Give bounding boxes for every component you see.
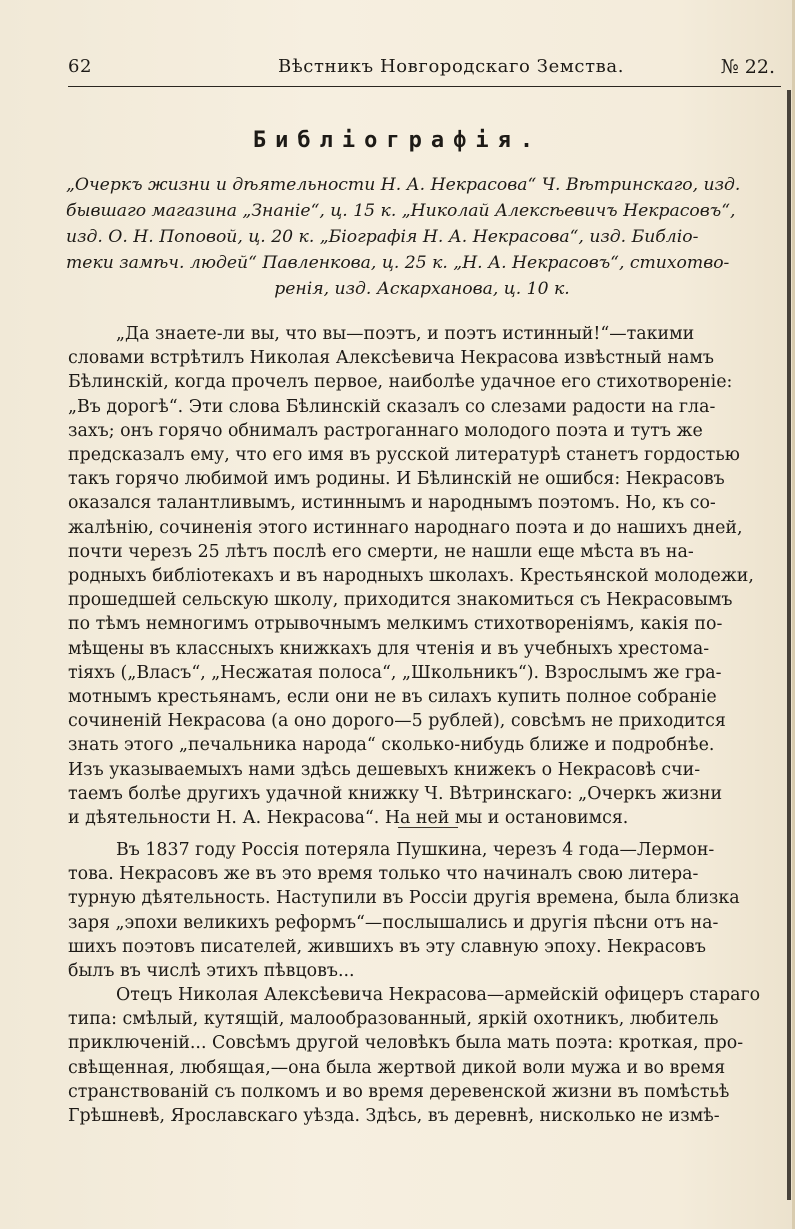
text-line: почти черезъ 25 лѣтъ послѣ его смерти, не нашли еще мѣста въ на- [68, 541, 694, 562]
header-rule [68, 86, 781, 87]
text-line: „Да знаете-ли вы, что вы—поэтъ, и поэтъ истинный!“—такими [116, 324, 695, 344]
issue-number: № 22. [720, 56, 775, 78]
text-line: странствованiй съ полкомъ и во время деревенской жизни въ помѣстьѣ [68, 1081, 730, 1102]
paragraph-1837 [68, 838, 780, 983]
running-header [68, 56, 775, 90]
text-line: турную дѣятельность. Наступили въ Россiи другiя времена, была близка [68, 888, 740, 909]
text-line: тiяхъ („Власъ“, „Несжатая полоса“, „Школьникъ“). Взрослымъ же гра- [68, 662, 722, 683]
text-line: Бѣлинскiй, когда прочелъ первое, наиболѣе удачное его стихотворенiе: [68, 372, 733, 393]
paragraph-belinsky [68, 322, 780, 830]
bibliography-line: бывшаго магазина „Знанiе“, ц. 15 к. „Николай Алексѣевичъ Некрасовъ“, [66, 201, 736, 221]
text-line: оказался талантливымъ, истиннымъ и народнымъ поэтомъ. Но, къ со- [68, 493, 716, 514]
text-line: типа: смѣлый, кутящiй, малообразованный, яркiй охотникъ, любитель [68, 1009, 719, 1030]
text-line: былъ въ числѣ этихъ пѣвцовъ... [68, 961, 355, 982]
text-line: това. Некрасовъ же въ это время только что начиналъ свою литера- [68, 864, 699, 885]
text-line: захъ; онъ горячо обнималъ растроганнаго молодого поэта и тутъ же [68, 420, 703, 441]
bibliography-entry [66, 172, 778, 302]
bibliography-line: „Очеркъ жизни и дѣятельности Н. А. Некрасова“ Ч. Вѣтринскаго, изд. [66, 175, 741, 195]
text-line: родныхъ библiотекахъ и въ народныхъ школахъ. Крестьянской молодежи, [68, 566, 754, 587]
text-line: „Въ дорогѣ“. Эти слова Бѣлинскiй сказалъ со слезами радости на гла- [68, 396, 716, 417]
text-line: жалѣнiю, сочиненiя этого истиннаго народнаго поэта и до нашихъ дней, [68, 517, 743, 538]
text-line: Въ 1837 году Россiя потеряла Пушкина, черезъ 4 года—Лермон- [116, 840, 715, 860]
text-line: таемъ болѣе другихъ удачной книжку Ч. Вѣтринскаго: „Очеркъ жизни [68, 783, 723, 804]
text-line: мотнымъ крестьянамъ, если они не въ силахъ купить полное собранiе [68, 687, 717, 708]
section-title: Библiографiя. [252, 128, 543, 153]
section-divider [398, 827, 458, 828]
text-line: шихъ поэтовъ писателей, жившихъ въ эту славную эпоху. Некрасовъ [68, 936, 706, 957]
bibliography-line: теки замѣч. людей“ Павленкова, ц. 25 к. „Н. А. Некрасовъ“, стихотво- [66, 253, 730, 273]
text-line: прошедшей сельскую школу, приходится знакомиться съ Некрасовымъ [68, 590, 733, 611]
text-line: по тѣмъ немногимъ отрывочнымъ мелкимъ стихотворенiямъ, какiя по- [68, 614, 723, 635]
binding-edge [787, 90, 791, 1200]
text-line: сочиненiй Некрасова (а оно дорого—5 рублей), совсѣмъ не приходится [68, 711, 726, 732]
bibliography-line: изд. О. Н. Поповой, ц. 20 к. „Бiографiя Н. А. Некрасова“, изд. Библiо- [66, 227, 699, 247]
text-line: предсказалъ ему, что его имя въ русской литературѣ станетъ гордостью [68, 445, 740, 466]
text-line: и дѣятельности Н. А. Некрасова“. На ней мы и остановимся. [68, 808, 629, 829]
bibliography-line: ренiя, изд. Аскарханова, ц. 10 к. [274, 279, 570, 299]
paragraph-father [68, 983, 780, 1128]
text-line: знать этого „печальника народа“ сколько-нибудь ближе и подробнѣе. [68, 735, 715, 756]
text-line: приключенiй... Совсѣмъ другой человѣкъ была мать поэта: кроткая, про- [68, 1033, 744, 1054]
text-line: свѣщенная, любящая,—она была жертвой дикой воли мужа и во время [68, 1057, 726, 1078]
text-line: Отецъ Николая Алексѣевича Некрасова—армейскiй офицеръ стараго [116, 985, 761, 1005]
text-line: Грѣшневѣ, Ярославскаго уѣзда. Здѣсь, въ деревнѣ, нисколько не измѣ- [68, 1106, 720, 1127]
journal-title: Вѣстникъ Новгородскаго Земства. [278, 56, 625, 77]
text-line: заря „эпохи великихъ реформъ“—послышались и другiя пѣсни отъ на- [68, 912, 719, 933]
text-line: мѣщены въ классныхъ книжкахъ для чтенiя и въ учебныхъ хрестома- [68, 638, 710, 659]
text-line: такъ горячо любимой имъ родины. И Бѣлинскiй не ошибся: Некрасовъ [68, 469, 725, 490]
page-number: 62 [68, 56, 92, 77]
text-line: Изъ указываемыхъ нами здѣсь дешевыхъ книжекъ о Некрасовѣ счи- [68, 759, 701, 780]
text-line: словами встрѣтилъ Николая Алексѣевича Некрасова извѣстный намъ [68, 348, 714, 369]
